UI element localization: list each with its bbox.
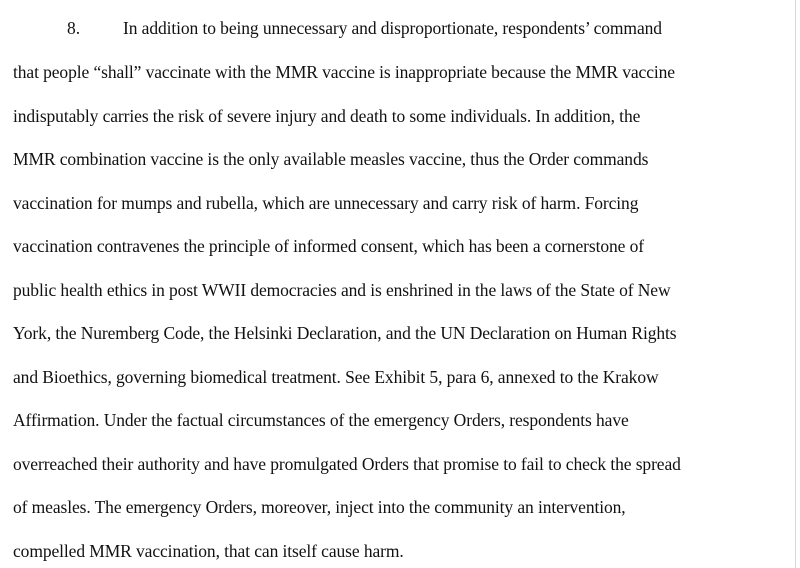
paragraph-line-5: vaccination for mumps and rubella, which are unnecessary and carry risk of harm. Forcing <box>13 193 639 213</box>
paragraph-line-12: of measles. The emergency Orders, moreover, inject into the community an intervention, <box>13 497 626 517</box>
paragraph-line-8: York, the Nuremberg Code, the Helsinki Declaration, and the UN Declaration on Human Rights <box>13 323 677 343</box>
paragraph-line-9: and Bioethics, governing biomedical treatment. See Exhibit 5, para 6, annexed to the Krakow <box>13 367 659 387</box>
paragraph-line-3: indisputably carries the risk of severe injury and death to some individuals. In addition, the <box>13 106 641 126</box>
page-edge-divider <box>795 0 796 568</box>
paragraph-line-4: MMR combination vaccine is the only available measles vaccine, thus the Order commands <box>13 149 649 169</box>
paragraph-line-6: vaccination contravenes the principle of informed consent, which has been a cornerstone of <box>13 236 644 256</box>
paragraph-line-7: public health ethics in post WWII democracies and is enshrined in the laws of the State of New <box>13 280 671 300</box>
paragraph-number: 8. <box>67 18 81 38</box>
paragraph-line-11: overreached their authority and have promulgated Orders that promise to fail to check the spread <box>13 454 681 474</box>
paragraph-line-1: In addition to being unnecessary and disproportionate, respondents’ command <box>123 18 662 38</box>
paragraph-line-10: Affirmation. Under the factual circumstances of the emergency Orders, respondents have <box>13 410 629 430</box>
paragraph-line-13: compelled MMR vaccination, that can itself cause harm. <box>13 541 404 561</box>
paragraph-line-2: that people “shall” vaccinate with the MMR vaccine is inappropriate because the MMR vaccine <box>13 62 675 82</box>
